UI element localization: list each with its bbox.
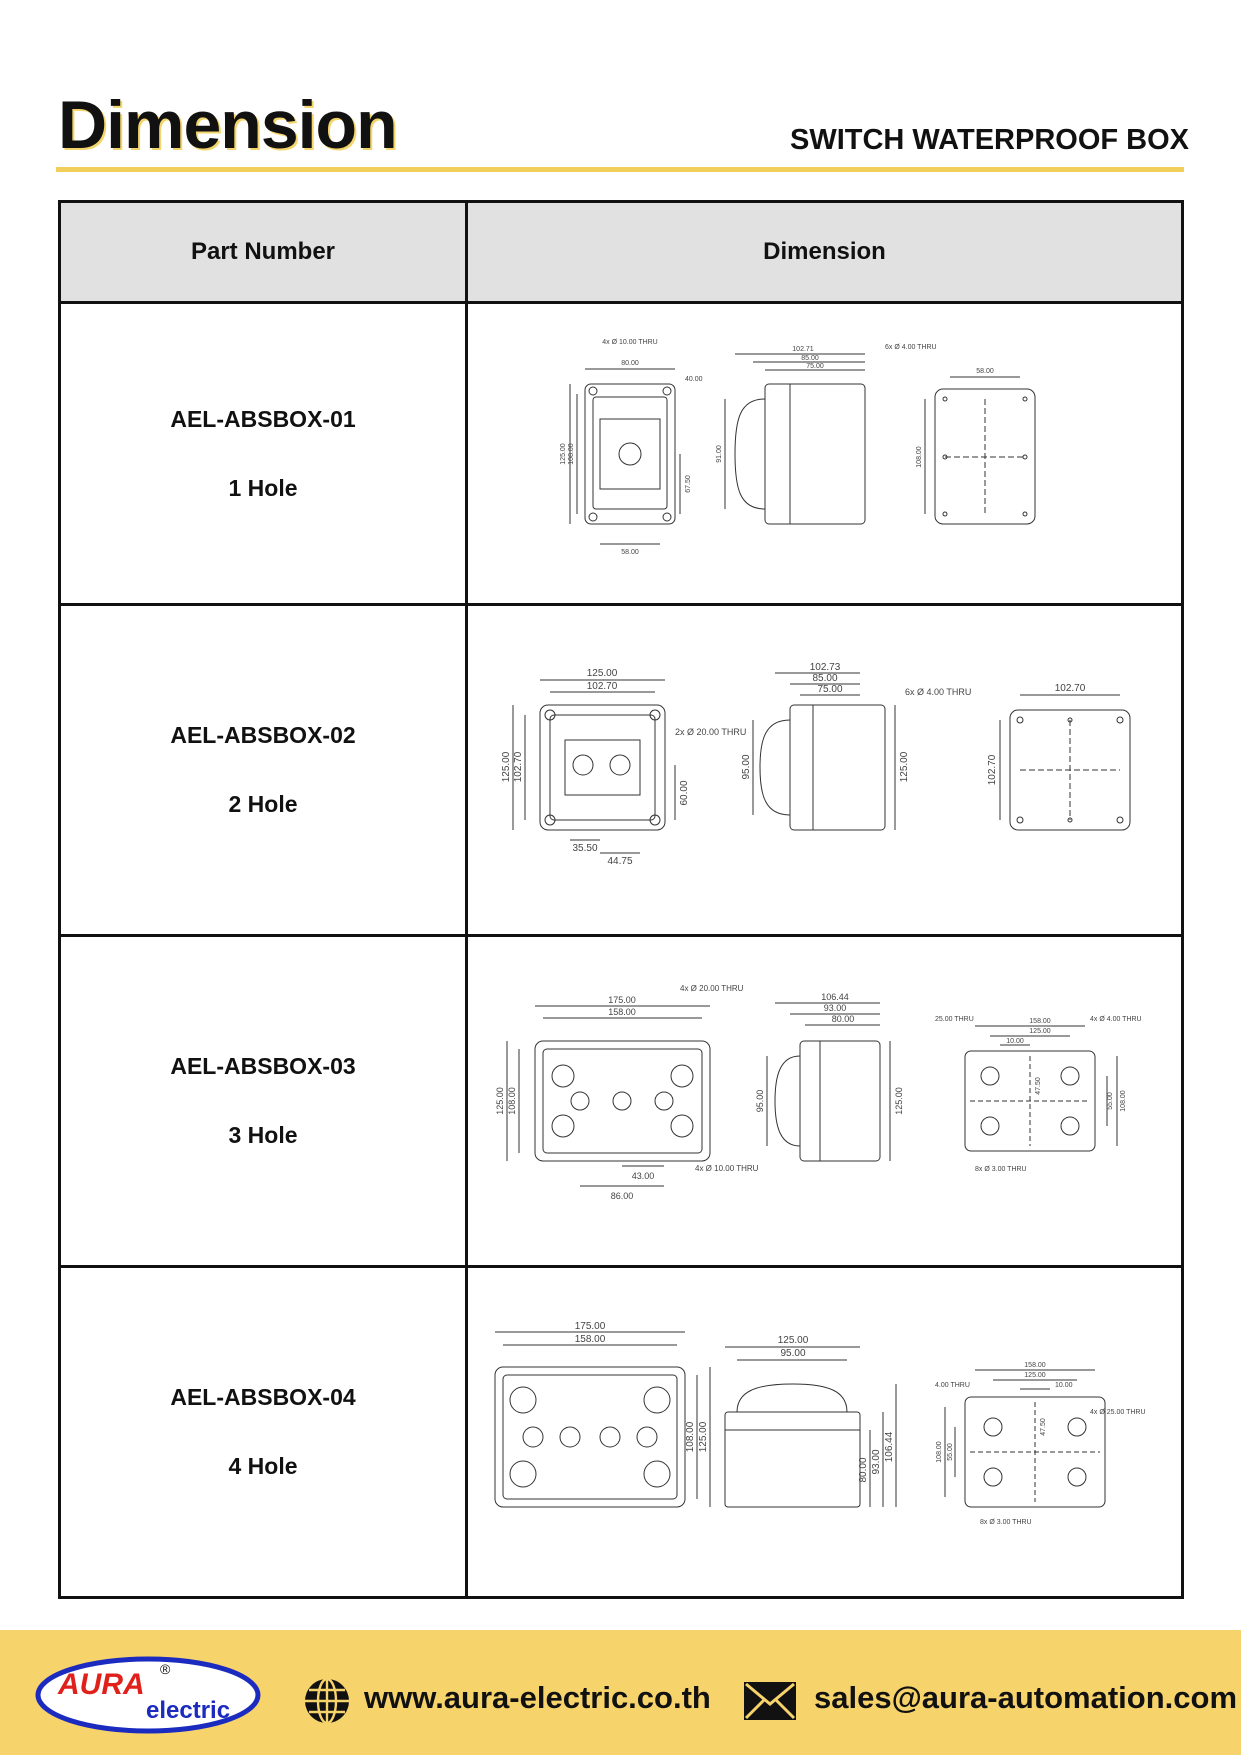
dim-label: 125.00 bbox=[559, 442, 567, 465]
logo-registered-mark: ® bbox=[160, 1661, 171, 1677]
dim-label: 108.00 bbox=[915, 445, 923, 468]
dim-label: 125.00 bbox=[494, 1087, 505, 1115]
dim-label: 40.00 bbox=[684, 375, 703, 383]
dim-label: 2x Ø 20.00 THRU bbox=[674, 727, 746, 738]
hole-count: 4 Hole bbox=[228, 1453, 298, 1479]
dim-label: 125.00 bbox=[893, 1087, 904, 1115]
dim-label: 125.00 bbox=[697, 1421, 709, 1453]
front-outline bbox=[585, 384, 675, 524]
dim-label: 58.00 bbox=[975, 367, 994, 375]
dim-label: 80.00 bbox=[620, 359, 639, 367]
dim-label: 86.00 bbox=[610, 1191, 633, 1202]
header-part-number: Part Number bbox=[60, 202, 467, 303]
dim-label: 4x Ø 10.00 THRU bbox=[694, 1164, 758, 1174]
side-outline bbox=[790, 705, 885, 830]
email-link[interactable]: sales@aura-automation.com bbox=[814, 1680, 1238, 1715]
dim-label: 102.71 bbox=[791, 345, 814, 353]
dim-label: 4x Ø 25.00 THRU bbox=[1089, 1409, 1146, 1416]
drawing-ael-absbox-04 bbox=[475, 1312, 1175, 1552]
header-dimension: Dimension bbox=[467, 202, 1183, 303]
dim-label: 67.50 bbox=[684, 474, 692, 493]
dim-label: 47.50 bbox=[1034, 1077, 1042, 1095]
side-outline bbox=[765, 384, 865, 524]
hole-circle bbox=[655, 1092, 673, 1110]
dim-label: 125.00 bbox=[1028, 1028, 1051, 1036]
side-outline bbox=[800, 1041, 880, 1161]
side-lid bbox=[760, 720, 790, 815]
mount-hole bbox=[663, 513, 671, 521]
dim-label: 108.00 bbox=[935, 1441, 943, 1463]
dim-label: 6x Ø 4.00 THRU bbox=[904, 687, 971, 698]
hole-circle bbox=[1061, 1117, 1079, 1135]
front-inner bbox=[593, 397, 667, 509]
table-row bbox=[60, 605, 1183, 936]
mount-hole bbox=[1023, 455, 1027, 459]
dim-label: 4x Ø 4.00 THRU bbox=[1089, 1016, 1142, 1024]
mount-hole bbox=[1117, 717, 1123, 723]
dim-label: 175.00 bbox=[574, 1321, 605, 1332]
mount-hole bbox=[1023, 397, 1027, 401]
part-cell bbox=[60, 936, 467, 1267]
mount-hole bbox=[1017, 817, 1023, 823]
mount-hole bbox=[943, 397, 947, 401]
dim-label: 10.00 bbox=[1005, 1038, 1024, 1046]
mount-hole bbox=[1017, 717, 1023, 723]
dim-label: 102.73 bbox=[809, 662, 840, 674]
front-panel bbox=[600, 419, 660, 489]
dim-label: 80.00 bbox=[857, 1457, 869, 1483]
front-outline bbox=[535, 1041, 710, 1161]
drawing-ael-absbox-02 bbox=[495, 655, 1155, 885]
dim-label: 125.00 bbox=[500, 751, 512, 783]
globe-icon bbox=[302, 1676, 352, 1726]
front-inner bbox=[503, 1375, 677, 1499]
drawing-ael-absbox-01 bbox=[525, 329, 1125, 579]
hole-count: 2 Hole bbox=[228, 791, 298, 818]
dim-label: 6x Ø 4.00 THRU bbox=[884, 343, 937, 351]
hole-circle bbox=[619, 443, 641, 465]
mount-hole bbox=[589, 387, 597, 395]
dim-label: 158.00 bbox=[1023, 1362, 1046, 1369]
dim-label: 108.00 bbox=[506, 1087, 517, 1115]
table-row bbox=[60, 936, 1183, 1267]
part-number: AEL-ABSBOX-01 bbox=[170, 405, 356, 432]
website-link[interactable]: www.aura-electric.co.th bbox=[364, 1680, 711, 1715]
dim-label: 125.00 bbox=[777, 1335, 808, 1346]
dim-label: 35.50 bbox=[571, 843, 598, 855]
page-subtitle: SWITCH WATERPROOF BOX bbox=[789, 124, 1189, 156]
dim-label: 91.00 bbox=[715, 444, 723, 463]
front-inner bbox=[550, 715, 655, 820]
page-title: Dimension bbox=[58, 87, 397, 163]
dim-label: 108.00 bbox=[567, 442, 575, 465]
mount-hole bbox=[1117, 817, 1123, 823]
part-number: AEL-ABSBOX-03 bbox=[170, 1053, 356, 1080]
logo-sub-text: electric bbox=[146, 1697, 231, 1724]
dim-label: 175.00 bbox=[607, 995, 636, 1006]
dim-label: 85.00 bbox=[811, 673, 838, 685]
dim-label: 102.70 bbox=[986, 754, 998, 786]
hole-circle bbox=[984, 1468, 1002, 1486]
hole-circle bbox=[610, 755, 630, 775]
front-panel bbox=[565, 740, 640, 795]
dimension-cell bbox=[467, 936, 1183, 1267]
dim-label: 55.00 bbox=[946, 1443, 954, 1461]
dim-label: 4.00 THRU bbox=[934, 1382, 970, 1389]
hole-circle bbox=[552, 1065, 574, 1087]
mount-hole bbox=[1023, 512, 1027, 516]
hole-circle bbox=[613, 1092, 631, 1110]
dim-label: 47.50 bbox=[1039, 1418, 1047, 1436]
mount-hole bbox=[663, 387, 671, 395]
side-lid bbox=[737, 1384, 847, 1412]
drawing-ael-absbox-03 bbox=[485, 981, 1165, 1221]
dim-label: 102.70 bbox=[1054, 683, 1085, 695]
dim-label: 106.44 bbox=[820, 992, 849, 1003]
title-underline bbox=[56, 167, 1184, 172]
hole-count: 3 Hole bbox=[228, 1122, 298, 1149]
dim-label: 125.00 bbox=[1023, 1372, 1046, 1379]
dim-label: 158.00 bbox=[1028, 1018, 1051, 1026]
dim-label: 108.00 bbox=[1119, 1090, 1127, 1112]
side-lid bbox=[775, 1056, 800, 1146]
dim-label: 158.00 bbox=[607, 1007, 636, 1018]
dim-label: 60.00 bbox=[678, 780, 690, 806]
table-header-row bbox=[60, 202, 1183, 303]
hole-circle bbox=[510, 1461, 536, 1487]
table-row bbox=[60, 1267, 1183, 1598]
hole-circle bbox=[1061, 1067, 1079, 1085]
aura-electric-logo bbox=[34, 1652, 262, 1734]
hole-circle bbox=[671, 1065, 693, 1087]
hole-circle bbox=[671, 1115, 693, 1137]
dimension-cell bbox=[467, 303, 1183, 605]
mount-hole bbox=[943, 512, 947, 516]
dim-label: 125.00 bbox=[586, 668, 617, 680]
dimension-cell bbox=[467, 605, 1183, 936]
hole-circle bbox=[644, 1387, 670, 1413]
side-lid bbox=[735, 399, 765, 509]
table-row bbox=[60, 303, 1183, 605]
dim-label: 85.00 bbox=[800, 354, 819, 362]
hole-circle bbox=[1068, 1468, 1086, 1486]
dim-label: 95.00 bbox=[779, 1348, 806, 1359]
hole-circle bbox=[523, 1427, 543, 1447]
dim-label: 4x Ø 20.00 THRU bbox=[679, 984, 743, 994]
dim-label: 8x Ø 3.00 THRU bbox=[979, 1519, 1032, 1526]
part-cell bbox=[60, 303, 467, 605]
dim-label: 108.00 bbox=[684, 1421, 696, 1453]
hole-circle bbox=[571, 1092, 589, 1110]
part-cell bbox=[60, 1267, 467, 1598]
dim-label: 75.00 bbox=[816, 684, 843, 696]
dimension-cell bbox=[467, 1267, 1183, 1598]
dim-label: 43.00 bbox=[631, 1171, 654, 1182]
dim-label: 93.00 bbox=[823, 1003, 846, 1014]
mail-icon bbox=[742, 1680, 798, 1722]
hole-circle bbox=[984, 1418, 1002, 1436]
front-inner bbox=[543, 1049, 702, 1153]
dim-label: 80.00 bbox=[831, 1014, 854, 1025]
mount-hole bbox=[589, 513, 597, 521]
part-number: AEL-ABSBOX-02 bbox=[170, 722, 356, 749]
dim-label: 75.00 bbox=[805, 362, 824, 370]
dim-label: 4x Ø 10.00 THRU bbox=[601, 338, 658, 346]
dim-label: 95.00 bbox=[754, 1089, 765, 1113]
dim-label: 10.00 bbox=[1054, 1382, 1073, 1389]
side-outline bbox=[725, 1412, 860, 1507]
dimension-table bbox=[58, 200, 1184, 1599]
dim-label: 25.00 THRU bbox=[934, 1016, 974, 1024]
dim-label: 55.00 bbox=[1106, 1092, 1114, 1110]
logo-main-text: AURA bbox=[58, 1668, 145, 1701]
dim-label: 106.44 bbox=[883, 1431, 895, 1463]
hole-circle bbox=[552, 1115, 574, 1137]
hole-circle bbox=[600, 1427, 620, 1447]
hole-count: 1 Hole bbox=[228, 474, 298, 501]
dim-label: 102.70 bbox=[586, 681, 617, 693]
dim-label: 44.75 bbox=[606, 856, 633, 868]
part-number: AEL-ABSBOX-04 bbox=[170, 1384, 356, 1410]
hole-circle bbox=[981, 1067, 999, 1085]
front-outline bbox=[540, 705, 665, 830]
hole-circle bbox=[510, 1387, 536, 1413]
hole-circle bbox=[644, 1461, 670, 1487]
footer bbox=[0, 1630, 1241, 1755]
dim-label: 125.00 bbox=[898, 751, 910, 783]
hole-circle bbox=[573, 755, 593, 775]
part-cell bbox=[60, 605, 467, 936]
hole-circle bbox=[1068, 1418, 1086, 1436]
hole-circle bbox=[981, 1117, 999, 1135]
dim-label: 8x Ø 3.00 THRU bbox=[974, 1166, 1027, 1174]
hole-circle bbox=[560, 1427, 580, 1447]
dim-label: 158.00 bbox=[574, 1334, 605, 1345]
dim-label: 95.00 bbox=[740, 754, 752, 780]
hole-circle bbox=[637, 1427, 657, 1447]
dim-label: 102.70 bbox=[512, 751, 524, 783]
dim-label: 58.00 bbox=[620, 548, 639, 556]
dim-label: 93.00 bbox=[870, 1449, 882, 1475]
